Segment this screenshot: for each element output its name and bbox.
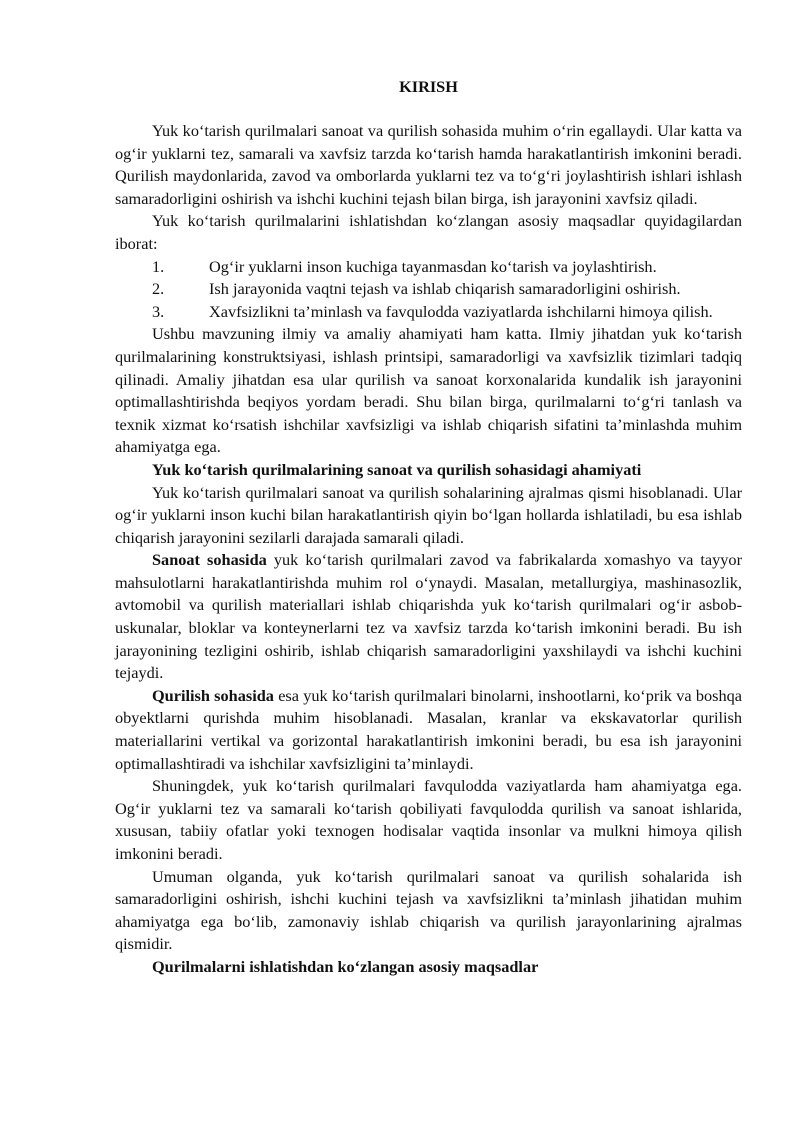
list-item-text: Og‘ir yuklarni inson kuchiga tayanmasdan ko‘tarish va joylashtirish. [209, 256, 657, 276]
emergency-paragraph: Shuningdek, yuk ko‘tarish qurilmalari favqulodda vaziyatlarda ham ahamiyatga ega. Og‘ir yuklarni tez va samarali ko‘tarish qobiliyati favqulodda qurilish va sanoat ishlarida, xususan, tabiiy ofatlar yoki texnogen hodisalar vaqtida insonlar va mulkni himoya qilish imkonini beradi. [115, 776, 742, 863]
list-item-text: Ish jarayonida vaqtni tejash va ishlab chiqarish samaradorligini oshirish. [209, 279, 681, 299]
construction-paragraph [115, 685, 742, 775]
industry-term: Sanoat sohasida [152, 550, 267, 570]
significance-paragraph: Ushbu mavzuning ilmiy va amaliy ahamiyati ham katta. Ilmiy jihatdan yuk ko‘tarish qurilmalarining konstruktsiyasi, ishlash printsipi, samaradorligi va xavfsizlik tizimlari tadqiq qilinadi. Amaliy jihatdan esa ular qurilish va sanoat korxonalarida kundalik ish jarayonini optimallashtirishda beqiyos yordam beradi. Shu bilan birga, qurilmalarni to‘g‘ri tanlash va texnik xizmat ko‘rsatish ishchilar xavfsizligi va ishlab chiqarish sifatini ta’minlashda muhim ahamiyatga ega. [115, 324, 742, 457]
list-item-number: 2. [152, 279, 165, 299]
construction-term: Qurilish sohasida [152, 685, 274, 705]
intro-paragraph: Yuk ko‘tarish qurilmalari sanoat va qurilish sohasida muhim o‘rin egallaydi. Ular katta va og‘ir yuklarni tez, samarali va xavfsiz tarzda ko‘tarish hamda harakatlantirish imkonini beradi. Qurilish maydonlarida, zavod va omborlarda yuklarni tez va to‘g‘ri joylashtirish ishlari ishlash samaradorligini oshirish va ishchi kuchini tejash bilan birga, ish jarayonini xavfsiz qiladi. [115, 121, 742, 208]
goals-intro-paragraph: Yuk ko‘tarish qurilmalarini ishlatishdan ko‘zlangan asosiy maqsadlar quyidagilardan iborat: [115, 211, 742, 253]
list-item [115, 256, 742, 279]
section-heading: Yuk ko‘tarish qurilmalarining sanoat va qurilish sohasidagi ahamiyati [152, 459, 642, 479]
list-item [115, 301, 742, 324]
list-item-number: 1. [152, 256, 165, 276]
section-heading: Qurilmalarni ishlatishdan ko‘zlangan asosiy maqsadlar [152, 956, 539, 976]
body-paragraph: Yuk ko‘tarish qurilmalari sanoat va qurilish sohalarining ajralmas qismi hisoblanadi. Ular og‘ir yuklarni inson kuchi bilan harakatlantirish qiyin bo‘lgan hollarda ishlatiladi, bu esa ishlab chiqarish jarayonini sezilarli darajada samarali qiladi. [115, 482, 742, 547]
list-item [115, 278, 742, 301]
page-title: KIRISH [399, 77, 458, 96]
summary-paragraph: Umuman olganda, yuk ko‘tarish qurilmalari sanoat va qurilish sohalarida ish samaradorligini oshirish, ishchi kuchini tejash va xavfsizlikni ta’minlash jihatidan muhim ahamiyatga ega bo‘lib, zamonaviy ishlab chiqarish va qurilish jarayonlarining ajralmas qismidir. [115, 866, 742, 954]
industry-text: yuk ko‘tarish qurilmalari zavod va fabrikalarda xomashyo va tayyor mahsulotlarni harakatlantirishda muhim rol o‘ynaydi. Masalan, metallurgiya, mashinasozlik, avtomobil va qurilish materiallari ishlab chiqarishda yuk ko‘tarish qurilmalari og‘ir asbob-uskunalar, bloklar va konteynerlarni tez va xavfsiz tarzda ko‘tarish imkonini beradi. Bu ish jarayonining tezligini oshirib, ishlab chiqarish samaradorligini yaxshilaydi va ishchi kuchini tejaydi. [115, 550, 742, 683]
industry-paragraph [115, 549, 742, 685]
list-item-number: 3. [152, 301, 165, 321]
document-page [115, 76, 742, 979]
list-item-text: Xavfsizlikni ta’minlash va favqulodda vaziyatlarda ishchilarni himoya qilish. [209, 301, 713, 321]
construction-text: esa yuk ko‘tarish qurilmalari binolarni, inshootlarni, ko‘prik va boshqa obyektlarni qurishda muhim hisoblanadi. Masalan, kranlar va ekskavatorlar qurilish materiallarini vertikal va gorizontal harakatlantirish imkonini beradi, bu esa ish jarayonini optimallashtiradi va ishchilar xavfsizligini ta’minlaydi. [115, 685, 742, 773]
